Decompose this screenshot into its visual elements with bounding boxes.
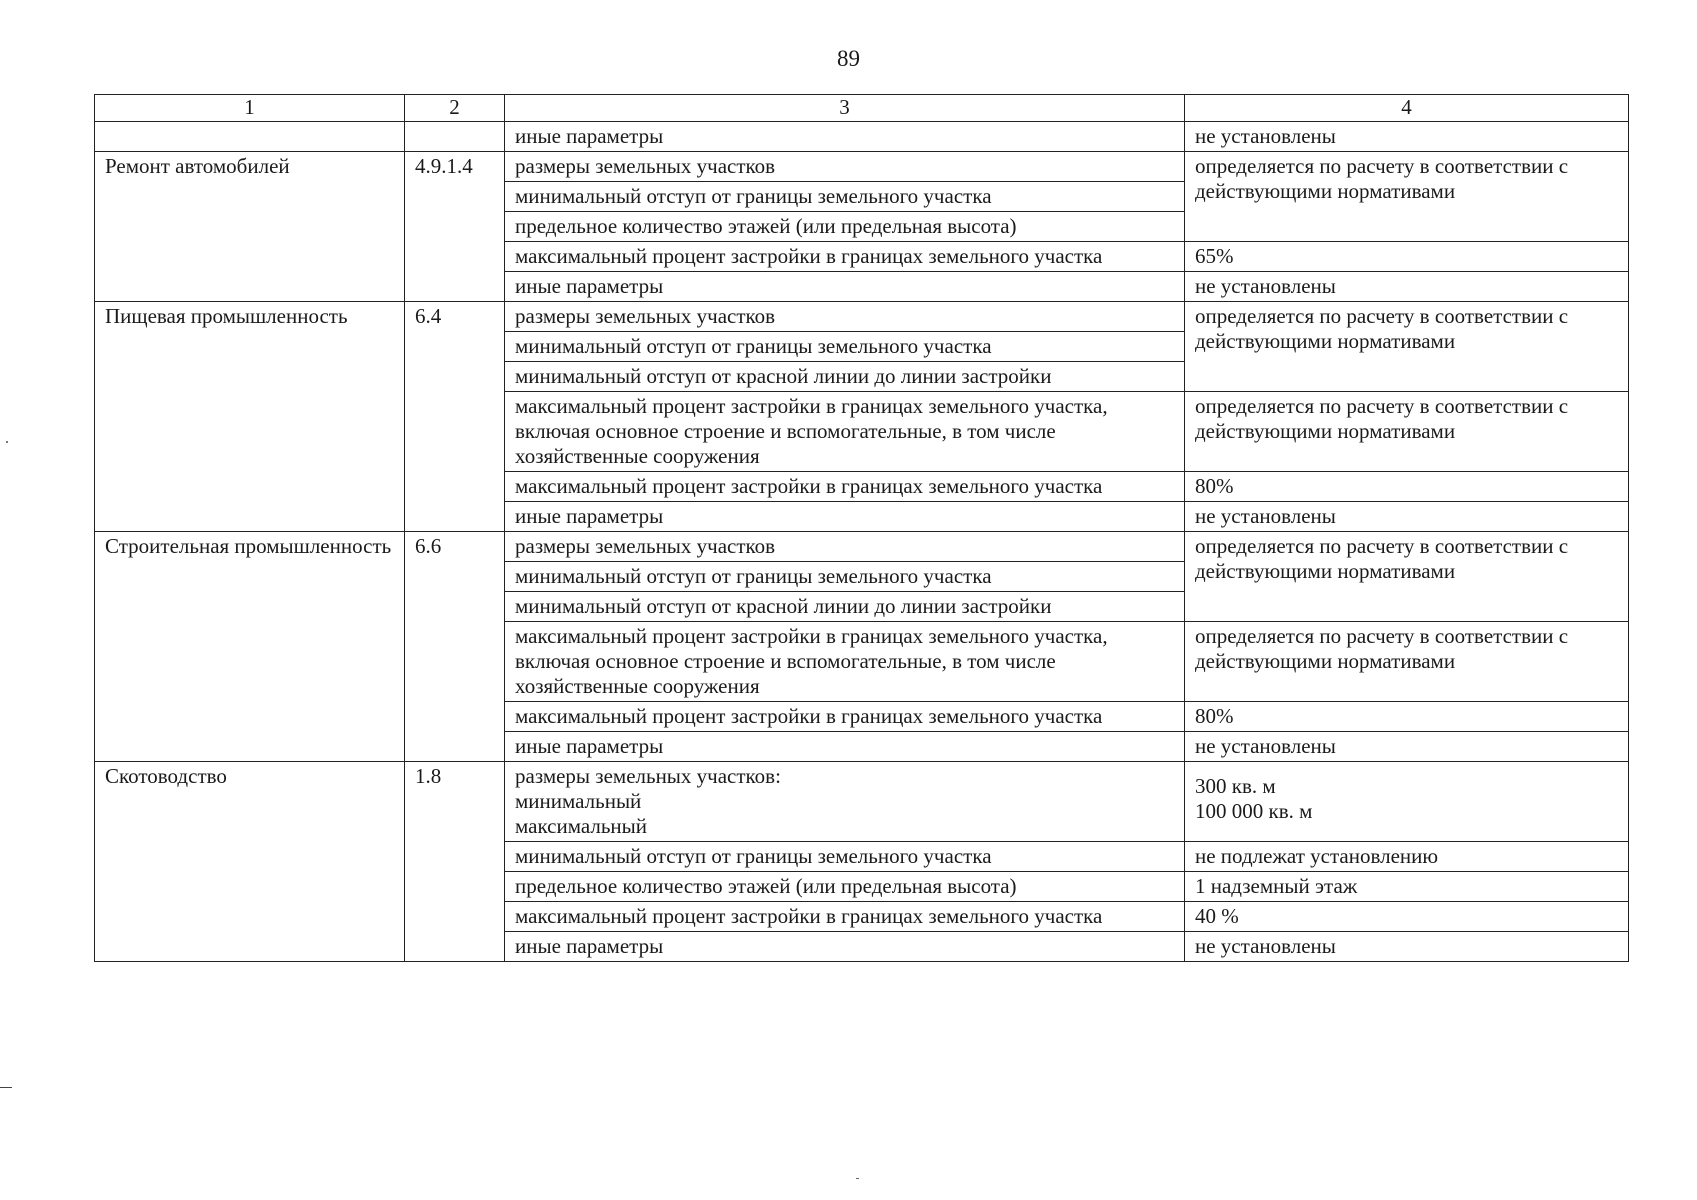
use-name-cell: Скотоводство (95, 762, 405, 962)
value-cell (1185, 762, 1629, 842)
param-cell: минимальный отступ от красной линии до линии застройки (505, 362, 1185, 392)
param-cell: иные параметры (505, 122, 1185, 152)
use-name-cell (95, 122, 405, 152)
code-cell: 4.9.1.4 (405, 152, 505, 302)
param-cell: максимальный процент застройки в границах земельного участка (505, 702, 1185, 732)
code-cell (405, 122, 505, 152)
param-cell: иные параметры (505, 502, 1185, 532)
param-cell: максимальный процент застройки в границах земельного участка, включая основное строение и вспомогательные, в том числе хозяйственные сооружения (505, 622, 1185, 702)
value-cell: определяется по расчету в соответствии с действующими нормативами (1185, 622, 1629, 702)
code-cell: 1.8 (405, 762, 505, 962)
param-cell: предельное количество этажей (или предельная высота) (505, 872, 1185, 902)
param-cell (505, 762, 1185, 842)
param-cell: максимальный процент застройки в границах земельного участка, включая основное строение и вспомогательные, в том числе хозяйственные сооружения (505, 392, 1185, 472)
margin-mark (0, 1087, 12, 1088)
value-cell: не установлены (1185, 732, 1629, 762)
param-cell: иные параметры (505, 272, 1185, 302)
param-cell: предельное количество этажей (или предельная высота) (505, 212, 1185, 242)
value-cell: не установлены (1185, 272, 1629, 302)
param-cell: минимальный отступ от границы земельного участка (505, 182, 1185, 212)
value-cell: не установлены (1185, 932, 1629, 962)
param-cell: максимальный процент застройки в границах земельного участка (505, 902, 1185, 932)
value-cell: 65% (1185, 242, 1629, 272)
param-cell: иные параметры (505, 932, 1185, 962)
value-line: 300 кв. м (1195, 774, 1276, 798)
table-row (95, 302, 1629, 332)
header-row (95, 95, 1629, 122)
param-line: размеры земельных участков: (515, 764, 781, 788)
land-use-parameters-table (94, 94, 1629, 962)
header-col-4: 4 (1185, 95, 1629, 122)
code-cell: 6.4 (405, 302, 505, 532)
table-row (95, 532, 1629, 562)
value-cell: не установлены (1185, 502, 1629, 532)
table-row (95, 152, 1629, 182)
header-col-3: 3 (505, 95, 1185, 122)
page-number: 89 (837, 46, 860, 71)
value-cell: не установлены (1185, 122, 1629, 152)
scan-speck (856, 1178, 859, 1179)
param-cell: максимальный процент застройки в границах земельного участка (505, 472, 1185, 502)
param-cell: минимальный отступ от границы земельного участка (505, 842, 1185, 872)
scan-speck (6, 441, 8, 443)
param-cell: минимальный отступ от границы земельного участка (505, 332, 1185, 362)
param-cell: минимальный отступ от границы земельного участка (505, 562, 1185, 592)
param-cell: размеры земельных участков (505, 302, 1185, 332)
header-col-2: 2 (405, 95, 505, 122)
use-name-cell: Ремонт автомобилей (95, 152, 405, 302)
value-cell: определяется по расчету в соответствии с действующими нормативами (1185, 532, 1629, 622)
value-line: 100 000 кв. м (1195, 799, 1313, 823)
table-row (95, 122, 1629, 152)
param-cell: максимальный процент застройки в границах земельного участка (505, 242, 1185, 272)
value-cell: 80% (1185, 472, 1629, 502)
code-cell: 6.6 (405, 532, 505, 762)
param-line: максимальный (515, 814, 647, 838)
param-cell: иные параметры (505, 732, 1185, 762)
value-cell: не подлежат установлению (1185, 842, 1629, 872)
value-cell: определяется по расчету в соответствии с действующими нормативами (1185, 392, 1629, 472)
value-cell: 1 надземный этаж (1185, 872, 1629, 902)
value-cell: определяется по расчету в соответствии с действующими нормативами (1185, 152, 1629, 242)
table-row (95, 762, 1629, 842)
use-name-cell: Пищевая промышленность (95, 302, 405, 532)
value-cell: определяется по расчету в соответствии с действующими нормативами (1185, 302, 1629, 392)
param-cell: минимальный отступ от красной линии до линии застройки (505, 592, 1185, 622)
value-cell: 80% (1185, 702, 1629, 732)
param-cell: размеры земельных участков (505, 532, 1185, 562)
use-name-cell: Строительная промышленность (95, 532, 405, 762)
value-cell: 40 % (1185, 902, 1629, 932)
param-cell: размеры земельных участков (505, 152, 1185, 182)
param-line: минимальный (515, 789, 642, 813)
header-col-1: 1 (95, 95, 405, 122)
